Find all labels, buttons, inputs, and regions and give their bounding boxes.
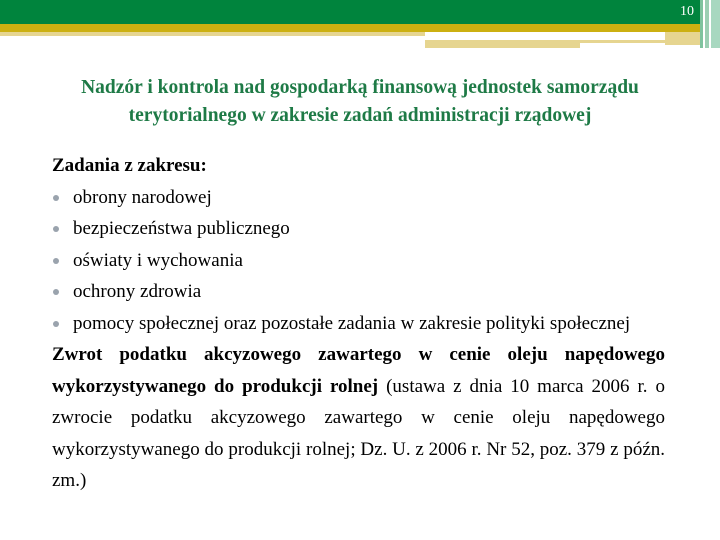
bullet-icon xyxy=(53,321,59,327)
bullet-icon xyxy=(53,195,59,201)
bullet-icon xyxy=(53,258,59,264)
header-accent-stripe xyxy=(425,43,580,48)
list-item-text: pomocy społecznej oraz pozostałe zadania w zakresie polityki społecznej xyxy=(73,312,631,334)
excise-refund-paragraph xyxy=(52,339,665,497)
list-item-text: obrony narodowej xyxy=(73,186,212,208)
header-accent-stripe xyxy=(0,32,425,36)
title-line: terytorialnego w zakresie zadań administracji rządowej xyxy=(128,105,592,126)
title-line: Nadzór i kontrola nad gospodarką finansową jednostek samorządu xyxy=(81,77,639,98)
slide-title xyxy=(30,74,690,130)
list-item-text: bezpieczeństwa publicznego xyxy=(73,218,290,239)
list-item xyxy=(52,182,665,214)
list-item xyxy=(52,276,665,308)
list-item-text: ochrony zdrowia xyxy=(73,281,202,302)
list-item xyxy=(52,308,665,340)
list-item xyxy=(52,213,665,245)
header-side-stripes xyxy=(700,0,720,48)
bullet-icon xyxy=(53,226,59,232)
task-list xyxy=(52,182,665,340)
slide-content xyxy=(52,150,665,497)
bullet-icon xyxy=(53,289,59,295)
list-item-text: oświaty i wychowania xyxy=(73,249,243,271)
list-heading: Zadania z zakresu: xyxy=(52,155,207,176)
header-bar xyxy=(0,0,720,24)
header-accent-stripe xyxy=(665,32,700,45)
list-item xyxy=(52,245,665,277)
paragraph-bold-text: Zwrot podatku akcyzowego zawartego w cenie oleju napędowego wykorzystywanego do produkcji rolnej xyxy=(52,344,665,397)
paragraph-text: (ustawa z dnia 10 marca 2006 r. o zwrocie podatku akcyzowego zawartego w cenie oleju napędowego wykorzystywanego do produkcji rolnej; Dz. U. z 2006 r. Nr 52, poz. 379 z późn. zm.) xyxy=(52,375,665,491)
page-number: 10 xyxy=(680,4,694,19)
header-accent-gap xyxy=(425,32,665,37)
header-accent-bar xyxy=(0,24,720,32)
